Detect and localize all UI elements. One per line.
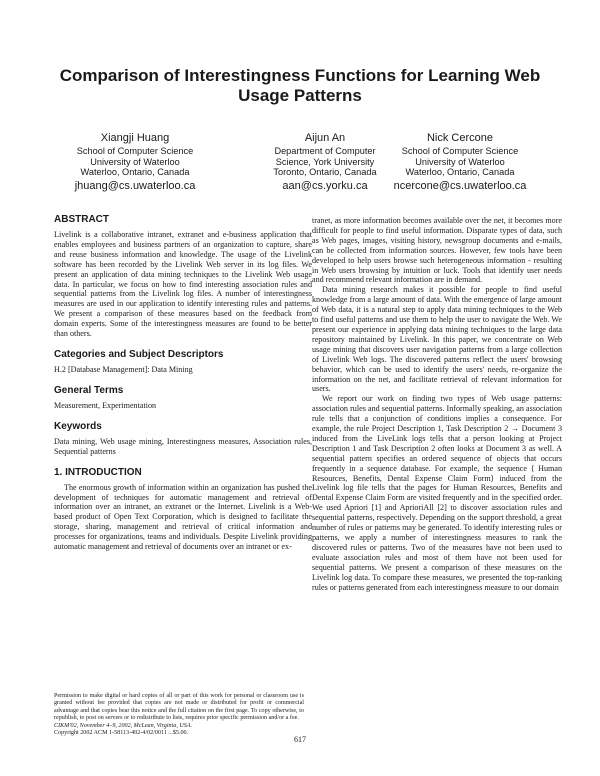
author-institution: Science, York University bbox=[275, 156, 375, 167]
body-paragraph-2: Data mining research makes it possible for people to find useful knowledge from a large amount of data. With the emergence of large amount of Web data, it is a natural step to apply data mining techniques to the Web to find useful patterns and use them to help the user to navigate the Web. We present our experience in applying data mining techniques to the large data repository maintained by Livelink. In this paper, we concentrate on Web usage mining that discovers user navigation patterns from a large collection of Livelink Web logs. The discovered patterns reflect the users' browsing behavior, which can be used to identify the users' needs, re-organize the information on the net, and facilitate retrieval of relevant information for users. bbox=[312, 285, 562, 394]
author-email[interactable]: jhuang@cs.uwaterloo.ca bbox=[74, 179, 196, 192]
categories-text: H.2 [Database Management]: Data Mining bbox=[54, 364, 193, 374]
general-terms-heading: General Terms bbox=[54, 384, 124, 396]
author-institution: University of Waterloo bbox=[415, 156, 505, 167]
permission-notice bbox=[54, 693, 304, 737]
paper-title: Comparison of Interestingness Functions for Learning Web Usage Patterns bbox=[59, 66, 541, 105]
keywords-text: Data mining, Web usage mining, Interestingness measures, Association rules, Sequential patterns bbox=[54, 436, 312, 456]
author-dept: School of Computer Science bbox=[401, 146, 519, 156]
permission-text: Permission to make digital or hard copies of all or part of this work for personal or classroom use is granted without fee provided that copies are not made or distributed for profit or commercial advantage and that copies bear this notice and the full citation on the first page. To copy otherwise, to republish, to post on servers or to redistribute to lists, requires prior specific permission and/or a fee. bbox=[54, 693, 304, 722]
right-column bbox=[312, 216, 562, 592]
left-column bbox=[54, 214, 312, 552]
categories-heading: Categories and Subject Descriptors bbox=[54, 348, 224, 360]
conference-info: CIKM'02, November 4–9, 2002, McLean, Virginia, USA. bbox=[54, 722, 193, 729]
general-terms-text: Measurement, Experimentation bbox=[54, 400, 157, 410]
body-paragraph-1: tranet, as more information becomes available over the net, it becomes more difficult for people to find useful information. Disparate types of data, such as Web pages, images, visiting history, newsgroup documents and e-mails, can be collected from information sources. However, few tools have been developed to help users browse such heterogeneous information - resulting in Web users browsing by intuition or luck. Tools that identify user needs and recommend relevant information are in demand. bbox=[312, 216, 562, 285]
author-dept: Department of Computer bbox=[274, 146, 376, 156]
abstract-text: Livelink is a collaborative intranet, extranet and e-business application that enables employees and business partners of an organization to capture, share and reuse business information and knowledge. The usage of the Livelink software has been recorded by the Livelink Web server in its log files. We present an application of data mining techniques to the Livelink Web usage data. In particular, we focus on how to find interesting association rules and sequential patterns from the Livelink log files. A number of interestingness measures are used in our application to identify interesting rules and patterns. We present a comparison of these measures based on the feedback from domain experts. Some of the interestingness measures are found to be better than others. bbox=[54, 230, 312, 339]
page-number: 617 bbox=[294, 735, 306, 744]
author-email[interactable]: aan@cs.yorku.ca bbox=[282, 179, 368, 192]
author-name: Aijun An bbox=[304, 132, 346, 144]
abstract-heading: ABSTRACT bbox=[54, 214, 109, 225]
author-location: Waterloo, Ontario, Canada bbox=[405, 167, 515, 178]
author-institution: University of Waterloo bbox=[90, 156, 180, 167]
author-email[interactable]: ncercone@cs.uwaterloo.ca bbox=[393, 179, 527, 192]
author-dept: School of Computer Science bbox=[76, 146, 194, 156]
copyright-info: Copyright 2002 ACM 1-58113-492-4/02/0011 ...$5.00. bbox=[54, 730, 189, 737]
introduction-heading: 1. INTRODUCTION bbox=[54, 466, 142, 478]
keywords-heading: Keywords bbox=[54, 420, 102, 432]
author-block-3 bbox=[365, 131, 555, 194]
author-name: Xiangji Huang bbox=[100, 132, 170, 144]
author-location: Toronto, Ontario, Canada bbox=[273, 167, 377, 178]
body-paragraph-3: We report our work on finding two types of Web usage patterns: association rules and sequential patterns. Informally speaking, an association rule tells that a conjunction of conditions implies a consequence. For example, the rule Project Description 1, Task Description 2 → Document 3 induced from the LiveLink logs tells that a person looking at Project Description 1 and Task Description 2 often looks at Document 3 as well. A sequential pattern specifies an ordered sequence of objects that occurs frequently in a sequence database. For example, the sequence ⟨ Human Resources, Benefits, Dental Expense Claim Form⟩ induced from the Livelink log file tells that the pages for Human Resources, Benefits and Dental Expense Claim Form are visited frequently and in the specified order. We used Apriori [1] and AprioriAll [2] to discover association rules and sequential patterns, respectively. Depending on the support threshold, a great number of rules or patterns may be generated. To identify interesting rules or patterns, we apply a number of interestingness measures to rank the discovered rules or patterns. Two of the measures have not been used to evaluate association rules and most of them have not been used for sequential patterns. We present a comparison of these measures on the Livelink log data. To compare these measures, we presented the top-ranking rules or patterns generated from each interestingness measure to our domain bbox=[312, 394, 562, 592]
author-block-1 bbox=[40, 131, 230, 194]
author-name: Nick Cercone bbox=[426, 132, 494, 144]
author-location: Waterloo, Ontario, Canada bbox=[80, 167, 190, 178]
introduction-paragraph: The enormous growth of information within an organization has pushed the development of techniques for automatic management and retrieval of information over an intranet, an extranet or the Internet. Livelink is a Web-based product of Open Text Corporation, which is designed to facilitate the storage, sharing, management and retrieval of critical information and processes for organizations, teams and individuals. Despite Livelink providing automatic management and retrieval of documents over an intranet or ex- bbox=[54, 482, 312, 552]
